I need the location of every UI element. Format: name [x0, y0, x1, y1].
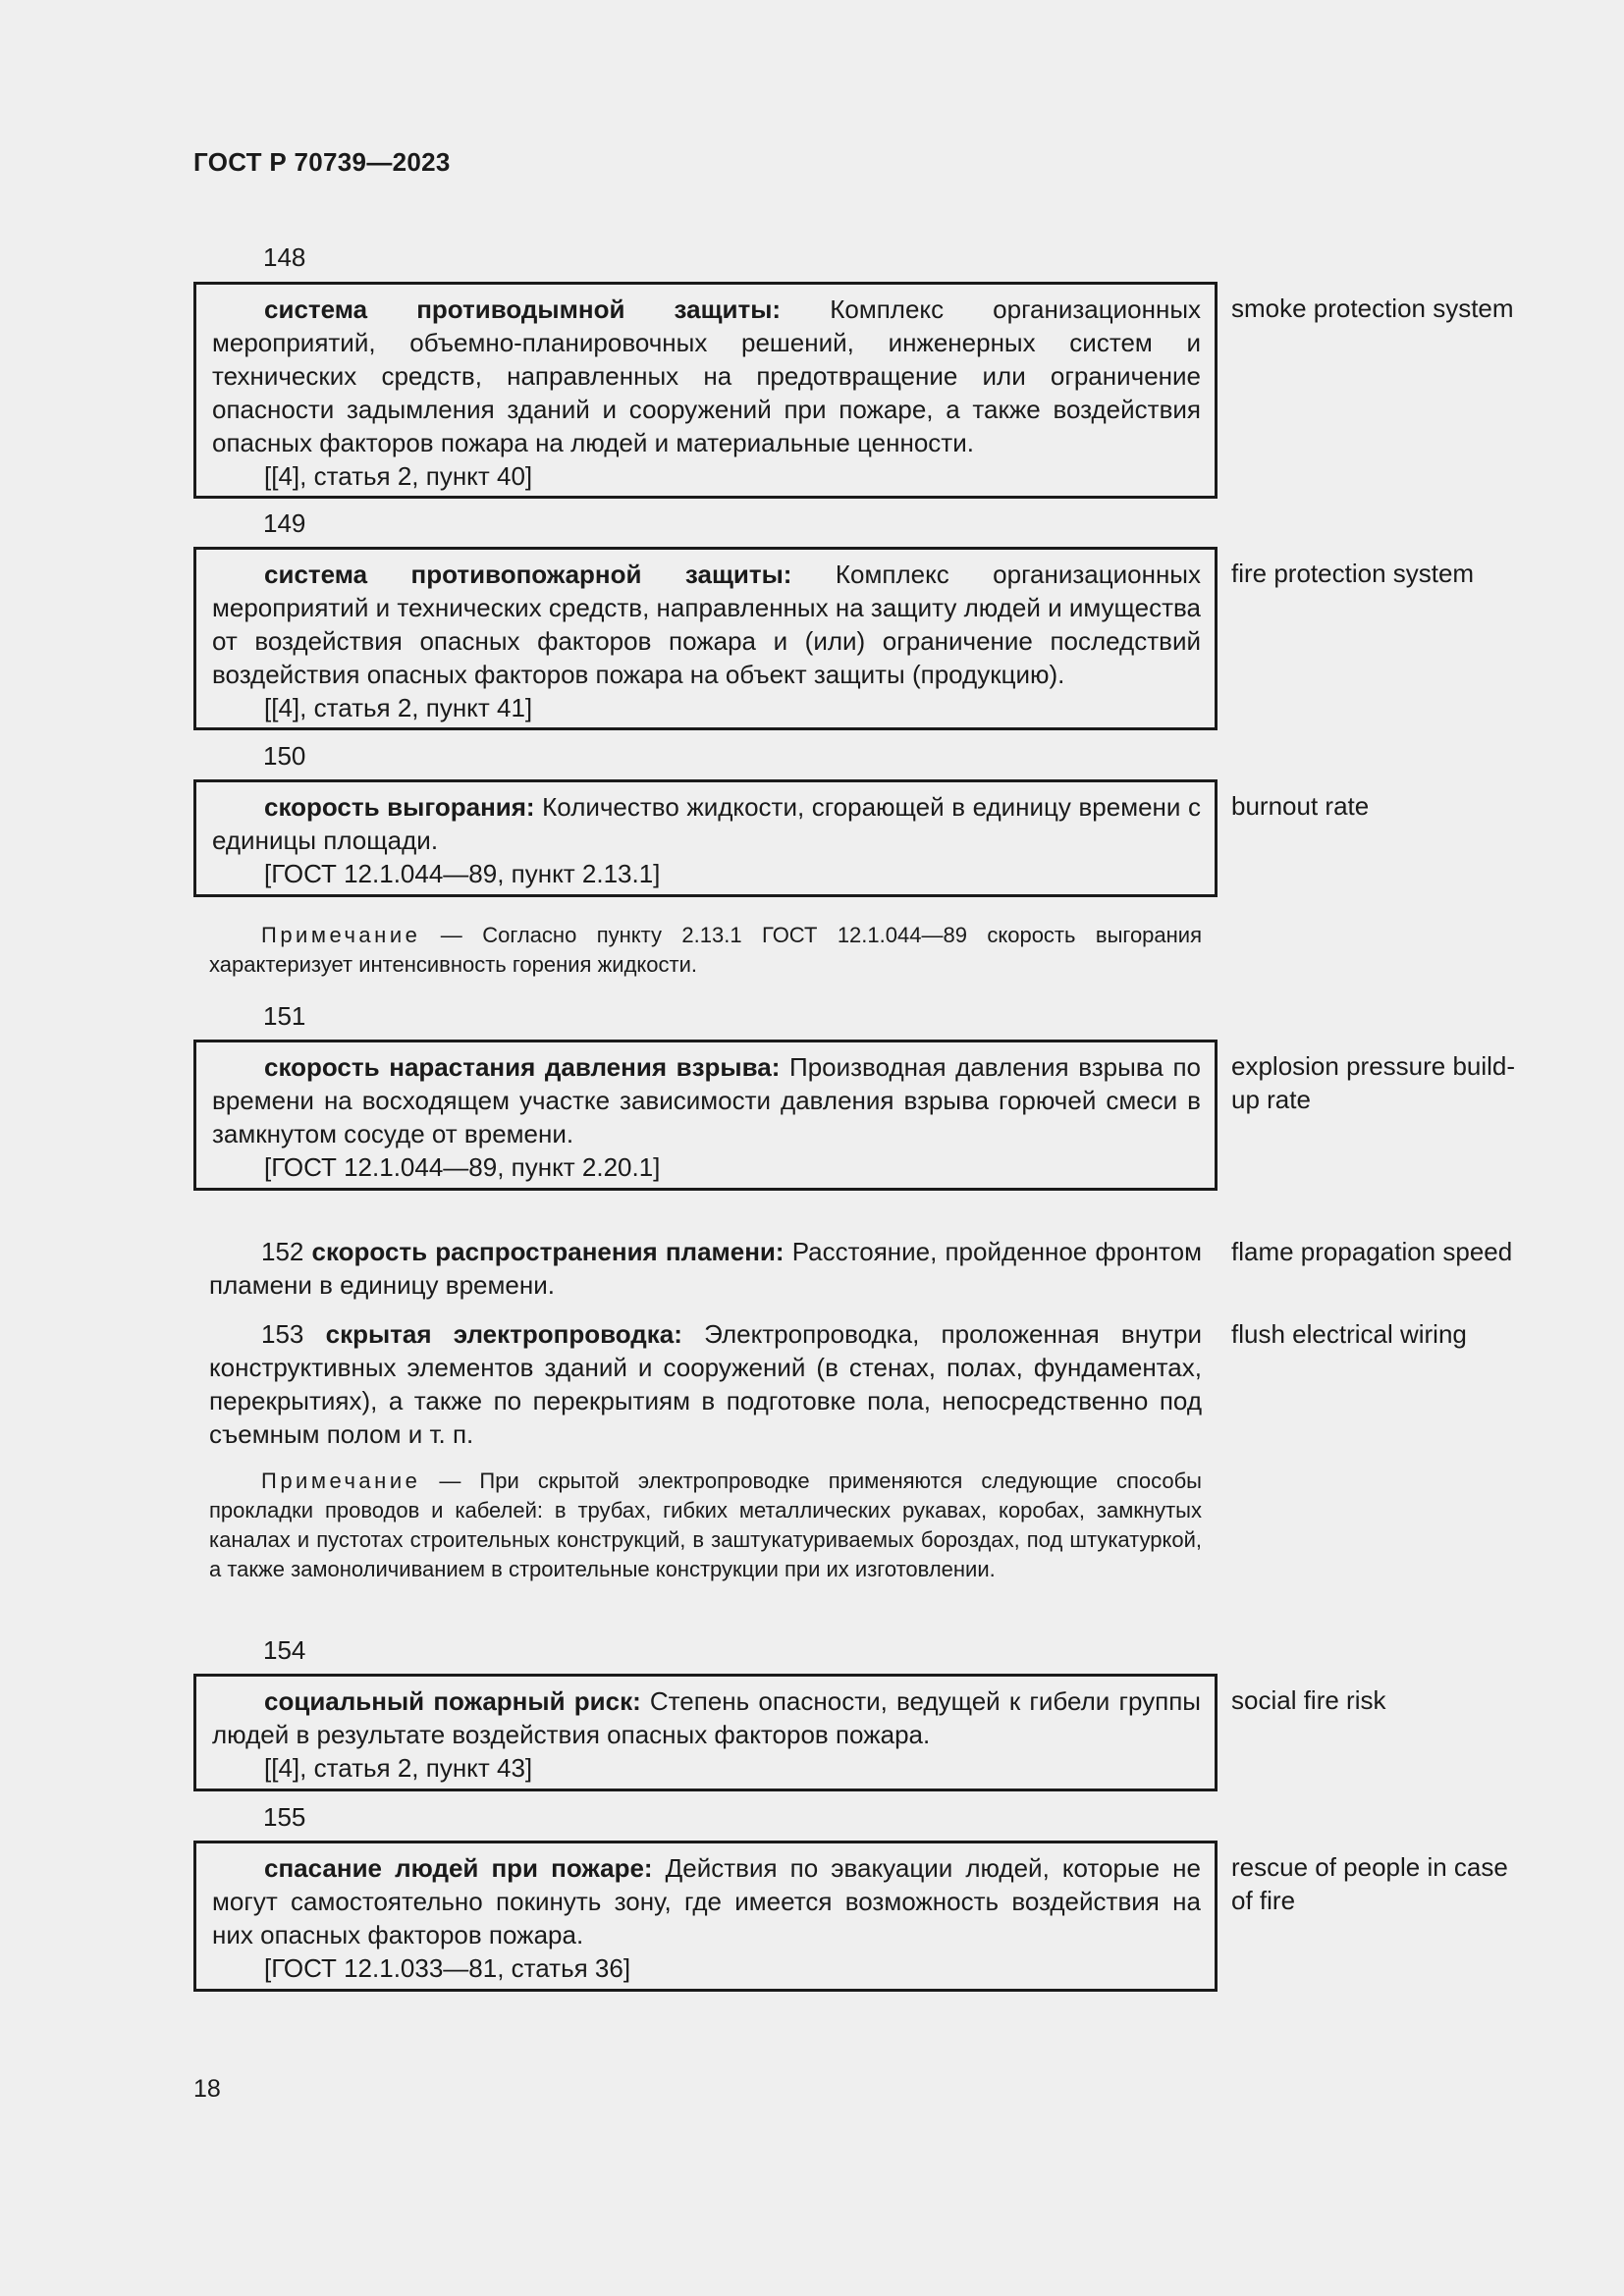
- entry-number: 155: [263, 1802, 306, 1832]
- source-reference: [[4], статья 2, пункт 41]: [264, 693, 533, 722]
- source-reference: [[4], статья 2, пункт 43]: [264, 1753, 533, 1783]
- english-equivalent: flush electrical wiring: [1231, 1319, 1467, 1349]
- note: [209, 921, 1202, 980]
- definition-paragraph: [209, 1317, 1202, 1451]
- definition: Комплекс организационных мероприятий и технических средств, направленных на защиту людей и имущества от воздействия опасных факторов пожара и (или) ограничение последствий воздействия опасных факторов пожара на объект защиты (продукцию).: [212, 560, 1201, 689]
- source-reference: [ГОСТ 12.1.033—81, статья 36]: [264, 1953, 631, 1983]
- entry-number: 151: [263, 1001, 306, 1031]
- standard-code: ГОСТ Р 70739—2023: [193, 147, 451, 177]
- source-reference: [ГОСТ 12.1.044—89, пункт 2.13.1]: [264, 859, 661, 888]
- term-box: [193, 1674, 1218, 1791]
- entry-number: 153: [261, 1319, 304, 1349]
- note-text: — Согласно пункту 2.13.1 ГОСТ 12.1.044—89 скорость выгорания характеризует интенсивность горения жидкости.: [209, 923, 1202, 977]
- term: скорость нарастания давления взрыва:: [264, 1052, 781, 1082]
- entry-number: 154: [263, 1635, 306, 1665]
- term: скорость распространения пламени:: [311, 1237, 785, 1266]
- definition: Степень опасности, ведущей к гибели группы людей в результате воздействия опасных факторов пожара.: [212, 1686, 1201, 1749]
- term-box: [193, 1040, 1218, 1191]
- entry-number: 148: [263, 242, 306, 272]
- definition: Расстояние, пройденное фронтом пламени в единицу времени.: [209, 1237, 1202, 1300]
- source-reference: [[4], статья 2, пункт 40]: [264, 461, 533, 491]
- definition: Электропроводка, проложенная внутри конструктивных элементов зданий и сооружений (в стенах, полах, фундаментах, перекрытиях), а также по перекрытиям в подготовке пола, непосредственно под съемным полом и т. п.: [209, 1319, 1202, 1449]
- english-equivalent: explosion pressure build-up rate: [1231, 1051, 1516, 1114]
- definition: Количество жидкости, сгорающей в единицу времени с единицы площади.: [212, 792, 1201, 855]
- term-box: [193, 1841, 1218, 1992]
- entry-number: 150: [263, 741, 306, 771]
- term: скрытая электропроводка:: [325, 1319, 682, 1349]
- english-equivalent: smoke protection system: [1231, 294, 1514, 323]
- definition-paragraph: [209, 1235, 1202, 1302]
- entry-number: 152: [261, 1237, 304, 1266]
- note-label: Примечание: [261, 923, 421, 947]
- term: социальный пожарный риск:: [264, 1686, 641, 1716]
- entry-number: 149: [263, 508, 306, 538]
- term: система противопожарной защиты:: [264, 560, 792, 589]
- english-equivalent: fire protection system: [1231, 559, 1475, 588]
- note-text: — При скрытой электропроводке применяются следующие способы прокладки проводов и кабелей: в трубах, гибких металлических рукавах, коробах, замкнутых каналах и пустотах строительных конструкций, в заштукатуриваемых бороздах, под штукатуркой, а также замоноличиванием в строительные конструкции при их изготовлении.: [209, 1468, 1202, 1581]
- definition: Производная давления взрыва по времени на восходящем участке зависимости давления взрыва горючей смеси в замкнутом сосуде от времени.: [212, 1052, 1201, 1148]
- term-box: [193, 282, 1218, 499]
- definition-paragraph: [212, 1851, 1201, 1951]
- english-equivalent: social fire risk: [1231, 1685, 1386, 1715]
- definition-paragraph: [212, 790, 1201, 857]
- definition-paragraph: [212, 1684, 1201, 1751]
- page-number: 18: [193, 2075, 221, 2103]
- note: [209, 1467, 1202, 1584]
- definition-paragraph: [212, 1050, 1201, 1150]
- term: система противодымной защиты:: [264, 294, 782, 324]
- term-box: [193, 779, 1218, 897]
- term: спасание людей при пожаре:: [264, 1853, 653, 1883]
- source-reference: [ГОСТ 12.1.044—89, пункт 2.20.1]: [264, 1152, 661, 1182]
- english-equivalent: burnout rate: [1231, 791, 1370, 821]
- term: скорость выгорания:: [264, 792, 535, 822]
- english-equivalent: rescue of people in case of fire: [1231, 1852, 1508, 1915]
- note-label: Примечание: [261, 1468, 421, 1493]
- definition: Комплекс организационных мероприятий, объемно-планировочных решений, инженерных систем и технических средств, направленных на предотвращение или ограничение опасности задымления зданий и сооружений при пожаре, а также воздействия опасных факторов пожара на людей и материальные ценности.: [212, 294, 1202, 457]
- term-box: [193, 547, 1218, 730]
- definition-paragraph: [212, 293, 1201, 459]
- english-equivalent: flame propagation speed: [1231, 1237, 1513, 1266]
- definition: Действия по эвакуации людей, которые не могут самостоятельно покинуть зону, где имеется возможность воздействия на них опасных факторов пожара.: [212, 1853, 1202, 1949]
- definition-paragraph: [212, 558, 1201, 691]
